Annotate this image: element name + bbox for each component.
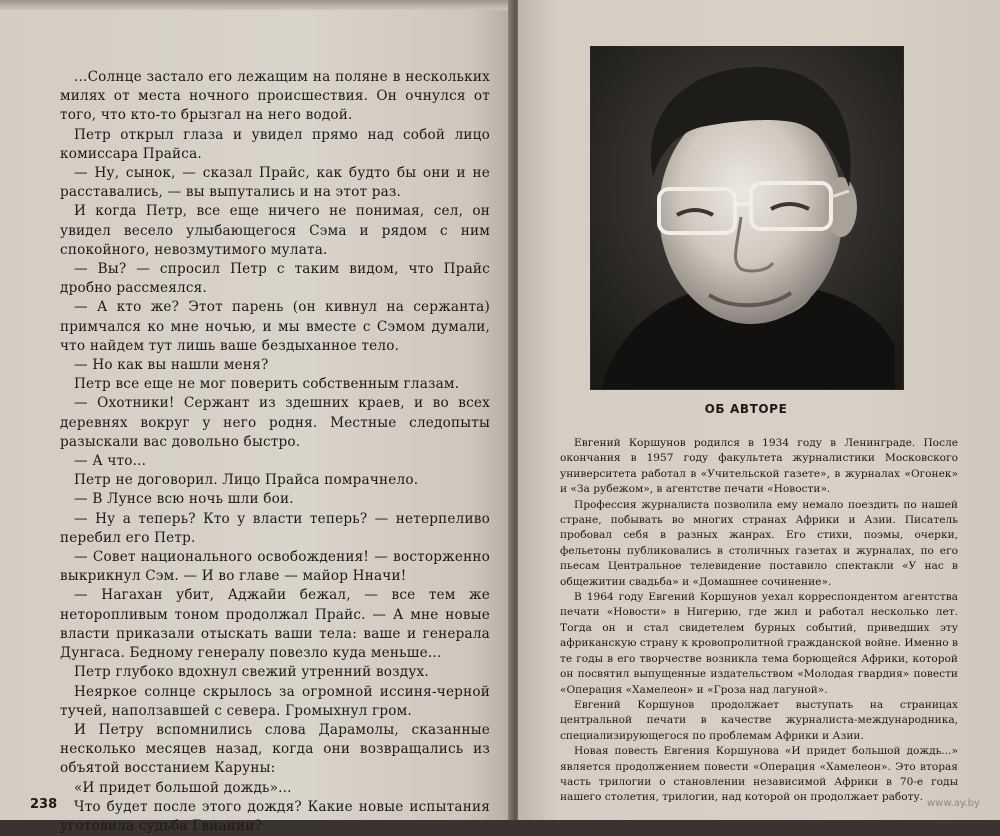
story-paragraph: Петр открыл глаза и увидел прямо над собой лицо комиссара Прайса. xyxy=(60,126,490,162)
watermark: www.ay.by xyxy=(927,798,980,809)
story-paragraph: И Петру вспомнились слова Дарамолы, сказанные несколько месяцев назад, когда они возвращались из объятой восстанием Каруны: xyxy=(60,721,490,777)
story-paragraph: Неяркое солнце скрылось за огромной иссиня-черной тучей, наползавшей с севера. Громыхнул гром. xyxy=(60,683,490,719)
about-author-heading: ОБ АВТОРЕ xyxy=(704,402,788,416)
bio-paragraph: Новая повесть Евгения Коршунова «И придет большой дождь...» является продолжением повести «Операция «Хамелеон». Это вторая часть трилогии о становлении независимой Африки в 70-е годы нашего столетия, трилогии, над которой он продолжает работу. xyxy=(560,745,958,804)
bio-paragraph: Евгений Коршунов родился в 1934 году в Ленинграде. После окончания в 1957 году факультета журналистики Московского университета работал в «Учительской газете», в журналах «Огонек» и «За рубежом», в агентстве печати «Новости». xyxy=(560,437,958,496)
story-text xyxy=(60,68,490,836)
story-paragraph: Петр все еще не мог поверить собственным глазам. xyxy=(74,376,460,393)
story-paragraph: «И придет большой дождь»... xyxy=(74,779,292,796)
story-paragraph: Что будет после этого дождя? Какие новые испытания уготовила судьба Гвиании? xyxy=(60,798,490,834)
page-top-edge xyxy=(0,0,512,10)
story-paragraph: Петр глубоко вдохнул свежий утренний воздух. xyxy=(74,664,429,681)
story-paragraph: — Ну, сынок, — сказал Прайс, как будто бы они и не расставались, — вы выпутались и на этот раз. xyxy=(60,165,490,201)
story-paragraph: — Совет национального освобождения! — восторженно выкрикнул Сэм. — И во главе — майор Нначи! xyxy=(60,549,490,585)
story-paragraph: И когда Петр, все еще ничего не понимая, сел, он увидел весело улыбающегося Сэма и рядом с ним спокойного, невозмутимого мулата. xyxy=(60,203,490,258)
story-paragraph: — Но как вы нашли меня? xyxy=(74,357,269,374)
story-paragraph: — А кто же? Этот парень (он кивнул на сержанта) примчался ко мне ночью, и мы вместе с Сэмом думали, что найдем тут лишь ваше бездыханное тело. xyxy=(60,299,490,354)
bio-paragraph: Евгений Коршунов продолжает выступать на страницах центральной печати в качестве журналиста-международника, специализирующегося по проблемам Африки и Азии. xyxy=(560,698,958,742)
story-paragraph: Петр не договорил. Лицо Прайса помрачнело. xyxy=(74,472,419,489)
story-paragraph: — Ну а теперь? Кто у власти теперь? — нетерпеливо перебил его Петр. xyxy=(60,510,490,546)
story-paragraph: — Нагахан убит, Аджайи бежал, — все тем же неторопливым тоном продолжал Прайс. — А мне новые власти приказали отыскать ваши тела: ваше и генерала Дунгаса. Бедному генералу повезло куда меньше... xyxy=(60,587,490,662)
story-paragraph: — Вы? — спросил Петр с таким видом, что Прайс дробно рассмеялся. xyxy=(60,261,490,297)
author-bio xyxy=(560,436,958,806)
story-paragraph: — В Лунсе всю ночь шли бои. xyxy=(74,491,294,508)
story-paragraph: — А что... xyxy=(74,453,147,470)
bio-paragraph: Профессия журналиста позволила ему немало поездить по нашей стране, побывать во многих странах Африки и Азии. Писатель пробовал себя в разных жанрах. Его стихи, поэмы, очерки, фельетоны публиковались в столичных газетах и журналах, по его пьесам Центральное телевидение поставило спектакли «У нас в общежитии свадьба» и «Домашнее сочинение». xyxy=(560,498,958,588)
author-portrait-graphic xyxy=(591,47,903,389)
page-number: 238 xyxy=(30,797,58,812)
story-paragraph: ...Солнце застало его лежащим на поляне в нескольких милях от места ночного происшествия. Он очнулся от того, что кто-то брызгал на него водой. xyxy=(60,69,490,124)
bio-paragraph: В 1964 году Евгений Коршунов уехал корреспондентом агентства печати «Новости» в Нигерию, где жил и работал несколько лет. Тогда он и стал свидетелем бурных событий, приведших эту африканскую страну к кровопролитной гражданской войне. Именно в те годы в его творчестве возникла тема борющейся Африки, которой он посвятил выпущенные издательством «Молодая гвардия» повести «Операция «Хамелеон» и «Гроза над лагуной». xyxy=(560,591,958,696)
story-paragraph: — Охотники! Сержант из здешних краев, и во всех деревнях вокруг у него родня. Местные следопыты разыскали вас довольно быстро. xyxy=(60,395,490,450)
author-photo xyxy=(590,46,904,390)
